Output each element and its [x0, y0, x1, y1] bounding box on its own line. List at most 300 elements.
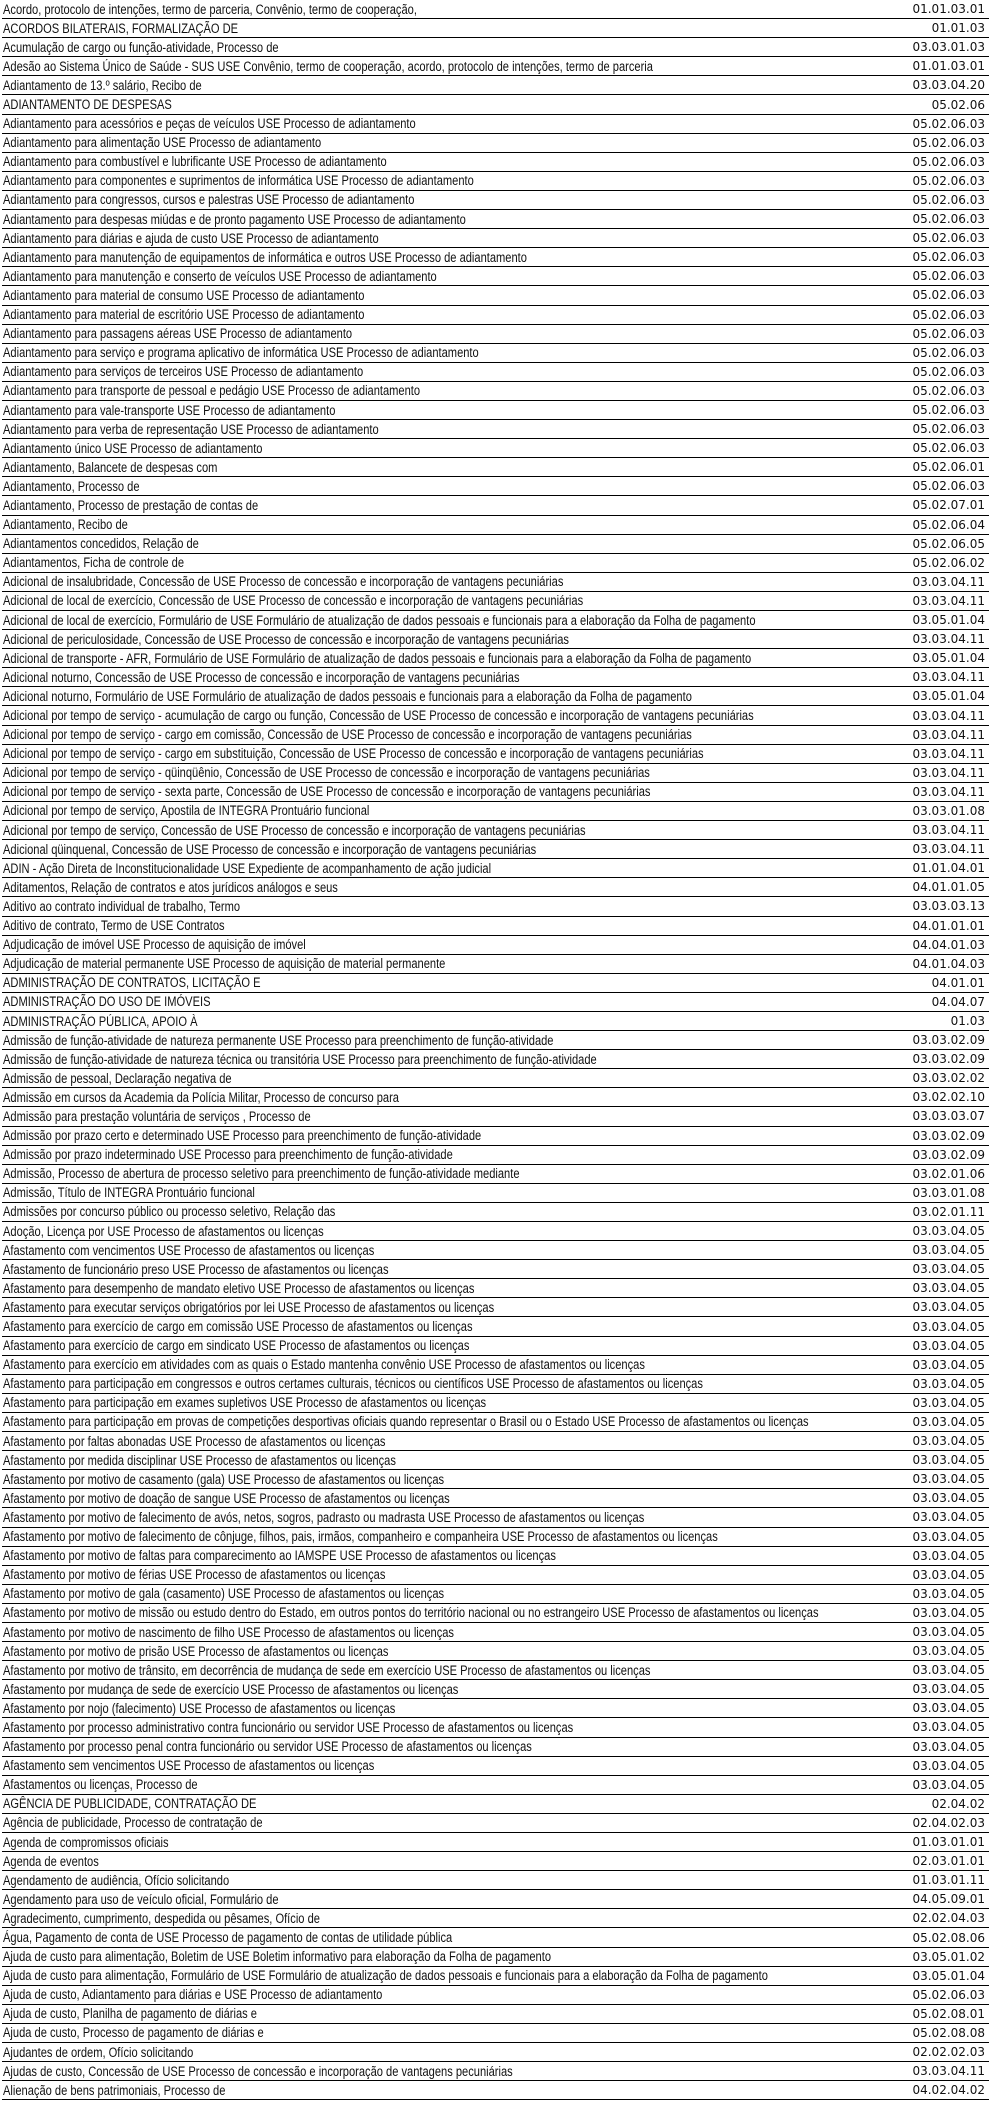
table-row — [2, 1337, 989, 1356]
code-cell: 04.04.07 — [931, 994, 985, 1009]
table-row — [2, 1623, 989, 1642]
table-row — [2, 1948, 989, 1967]
code-cell: 05.02.06.01 — [912, 460, 985, 475]
term-cell: Agendamento de audiência, Ofício solicitando — [3, 1872, 230, 1888]
term-cell: Afastamento para exercício em atividades com as quais o Estado mantenha convênio USE Processo de afastamentos ou licenças — [3, 1357, 645, 1373]
table-row — [2, 229, 989, 248]
term-cell: Agenda de compromissos oficiais — [3, 1834, 169, 1850]
table-row — [2, 802, 989, 821]
table-row — [2, 0, 989, 19]
table-row — [2, 1012, 989, 1031]
term-cell: Adicional de insalubridade, Concessão de USE Processo de concessão e incorporação de vantagens pecuniárias — [3, 574, 564, 590]
code-cell: 04.02.04.02 — [912, 2083, 985, 2098]
code-cell: 03.02.02.10 — [912, 1090, 985, 1105]
term-cell: Ajudantes de ordem, Ofício solicitando — [3, 2044, 194, 2060]
term-cell: Adjudicação de material permanente USE Processo de aquisição de material permanente — [3, 956, 446, 972]
term-cell: Admissão de função-atividade de natureza permanente USE Processo para preenchimento de função-atividade — [3, 1032, 554, 1048]
table-row — [2, 554, 989, 573]
term-cell: AGÊNCIA DE PUBLICIDADE, CONTRATAÇÃO DE — [3, 1796, 257, 1812]
table-row — [2, 936, 989, 955]
code-cell: 03.03.04.05 — [912, 1529, 985, 1544]
table-row — [2, 687, 989, 706]
code-cell: 03.03.04.05 — [912, 1548, 985, 1563]
table-row — [2, 974, 989, 993]
term-cell: Adicional por tempo de serviço, Concessão de USE Processo de concessão e incorporação de vantagens pecuniárias — [3, 822, 586, 838]
table-row — [2, 1165, 989, 1184]
term-cell: Afastamento para participação em provas de competições desportivas oficiais quando representar o Brasil ou o Estado USE Processo de afastamentos ou licenças — [3, 1414, 809, 1430]
table-row — [2, 153, 989, 172]
term-cell: Afastamento por motivo de férias USE Processo de afastamentos ou licenças — [3, 1567, 386, 1583]
table-row — [2, 1986, 989, 2005]
table-row — [2, 95, 989, 114]
code-cell: 03.03.04.05 — [912, 1758, 985, 1773]
code-cell: 03.03.04.11 — [912, 708, 985, 723]
term-cell: Adicional noturno, Formulário de USE Formulário de atualização de dados pessoais e funcionais para a elaboração da Folha de pagamento — [3, 688, 692, 704]
table-row — [2, 1585, 989, 1604]
term-cell: Adiantamento para diárias e ajuda de custo USE Processo de adiantamento — [3, 230, 379, 246]
term-cell: Afastamento por motivo de falecimento de cônjuge, filhos, pais, irmãos, companheiro e companheira USE Processo de afastamentos ou licenças — [3, 1529, 718, 1545]
code-cell: 05.02.06.03 — [912, 345, 985, 360]
table-row — [2, 1928, 989, 1947]
term-cell: Afastamento por medida disciplinar USE Processo de afastamentos ou licenças — [3, 1452, 396, 1468]
code-cell: 01.01.03 — [931, 21, 985, 36]
table-row — [2, 649, 989, 668]
term-cell: Ajuda de custo, Processo de pagamento de diárias e — [3, 2025, 264, 2041]
term-cell: Adicional de local de exercício, Formulário de USE Formulário de atualização de dados pessoais e funcionais para a elaboração da Folha de pagamento — [3, 612, 756, 628]
code-cell: 03.05.01.02 — [912, 1949, 985, 1964]
code-cell: 03.03.04.05 — [912, 1682, 985, 1697]
code-cell: 01.01.04.01 — [912, 861, 985, 876]
code-cell: 05.02.07.01 — [912, 498, 985, 513]
term-cell: Ajuda de custo, Adiantamento para diárias e USE Processo de adiantamento — [3, 1987, 383, 2003]
table-row — [2, 726, 989, 745]
table-row — [2, 496, 989, 515]
table-row — [2, 210, 989, 229]
term-cell: Afastamento por motivo de prisão USE Processo de afastamentos ou licenças — [3, 1643, 389, 1659]
term-cell: Admissão de pessoal, Declaração negativa de — [3, 1070, 232, 1086]
table-row — [2, 286, 989, 305]
table-row — [2, 1642, 989, 1661]
term-cell: Ajuda de custo, Planilha de pagamento de diárias e — [3, 2006, 257, 2022]
code-cell: 03.03.04.05 — [912, 1395, 985, 1410]
code-cell: 03.03.04.05 — [912, 1472, 985, 1487]
term-cell: Afastamento por motivo de nascimento de filho USE Processo de afastamentos ou licenças — [3, 1624, 454, 1640]
code-cell: 05.02.06.03 — [912, 364, 985, 379]
table-row — [2, 706, 989, 725]
table-row — [2, 2024, 989, 2043]
code-cell: 03.03.04.05 — [912, 1453, 985, 1468]
code-cell: 05.02.06.03 — [912, 479, 985, 494]
term-cell: Afastamento para exercício de cargo em comissão USE Processo de afastamentos ou licenças — [3, 1319, 473, 1335]
term-cell: ADIANTAMENTO DE DESPESAS — [3, 97, 172, 113]
term-cell: Ajudas de custo, Concessão de USE Processo de concessão e incorporação de vantagens pecuniárias — [3, 2063, 513, 2079]
term-cell: Aditamentos, Relação de contratos e atos jurídicos análogos e seus — [3, 879, 338, 895]
term-cell: Ajuda de custo para alimentação, Boletim de USE Boletim informativo para elaboração da Folha de pagamento — [3, 1949, 552, 1965]
table-row — [2, 1508, 989, 1527]
code-cell: 03.03.04.05 — [912, 1376, 985, 1391]
table-row — [2, 1718, 989, 1737]
code-cell: 03.03.02.09 — [912, 1033, 985, 1048]
term-cell: Afastamento por motivo de trânsito, em decorrência de mudança de sede em exercício USE Processo de afastamentos ou licenças — [3, 1662, 651, 1678]
term-cell: Admissão em cursos da Academia da Polícia Militar, Processo de concurso para — [3, 1089, 399, 1105]
table-row — [2, 1566, 989, 1585]
term-cell: Admissão de função-atividade de natureza técnica ou transitória USE Processo para preenchimento de função-atividade — [3, 1051, 597, 1067]
table-row — [2, 668, 989, 687]
code-cell: 05.02.06.03 — [912, 250, 985, 265]
code-cell: 04.01.01 — [931, 975, 985, 990]
code-cell: 05.02.08.08 — [912, 2025, 985, 2040]
code-cell: 05.02.06.03 — [912, 383, 985, 398]
term-cell: Adiantamentos, Ficha de controle de — [3, 555, 185, 571]
code-cell: 03.03.04.05 — [912, 1300, 985, 1315]
code-cell: 03.03.04.05 — [912, 1567, 985, 1582]
table-row — [2, 1260, 989, 1279]
table-row — [2, 401, 989, 420]
term-cell: Adiantamento para alimentação USE Processo de adiantamento — [3, 135, 322, 151]
code-cell: 05.02.06.03 — [912, 231, 985, 246]
term-cell: Adiantamento para passagens aéreas USE Processo de adiantamento — [3, 326, 353, 342]
term-cell: Adicional por tempo de serviço - qüinqüênio, Concessão de USE Processo de concessão e incorporação de vantagens pecuniárias — [3, 765, 650, 781]
code-cell: 05.02.06.03 — [912, 403, 985, 418]
table-row — [2, 191, 989, 210]
table-row — [2, 1031, 989, 1050]
code-cell: 03.03.03.07 — [912, 1109, 985, 1124]
table-row — [2, 458, 989, 477]
code-cell: 03.03.01.03 — [912, 40, 985, 55]
code-cell: 02.02.04.03 — [912, 1911, 985, 1926]
table-row — [2, 1107, 989, 1126]
table-row — [2, 955, 989, 974]
term-cell: Afastamentos ou licenças, Processo de — [3, 1777, 198, 1793]
code-cell: 03.05.01.04 — [912, 1968, 985, 1983]
table-row — [2, 1738, 989, 1757]
table-row — [2, 1890, 989, 1909]
code-cell: 02.03.01.01 — [912, 1854, 985, 1869]
term-cell: Adiantamento para componentes e suprimentos de informática USE Processo de adiantamento — [3, 173, 474, 189]
term-cell: Adiantamento para despesas miúdas e de pronto pagamento USE Processo de adiantamento — [3, 211, 466, 227]
code-cell: 03.03.04.20 — [912, 78, 985, 93]
term-cell: Adiantamento único USE Processo de adiantamento — [3, 440, 263, 456]
code-cell: 01.03.01.11 — [912, 1873, 985, 1888]
table-row — [2, 1088, 989, 1107]
term-cell: Adicional por tempo de serviço - sexta parte, Concessão de USE Processo de concessão e incorporação de vantagens pecuniárias — [3, 784, 651, 800]
term-cell: Adiantamento, Processo de — [3, 478, 140, 494]
term-cell: Ajuda de custo para alimentação, Formulário de USE Formulário de atualização de dados pessoais e funcionais para a elaboração da Folha de pagamento — [3, 1968, 768, 1984]
term-cell: Acumulação de cargo ou função-atividade, Processo de — [3, 39, 279, 55]
term-cell: Afastamento com vencimentos USE Processo de afastamentos ou licenças — [3, 1242, 375, 1258]
code-cell: 03.03.04.05 — [912, 1605, 985, 1620]
term-cell: ADIN - Ação Direta de Inconstitucionalidade USE Expediente de acompanhamento de ação judicial — [3, 860, 492, 876]
table-row — [2, 1528, 989, 1547]
code-cell: 03.03.04.05 — [912, 1357, 985, 1372]
table-row — [2, 267, 989, 286]
code-cell: 05.02.06.03 — [912, 269, 985, 284]
code-cell: 04.05.09.01 — [912, 1892, 985, 1907]
term-cell: Afastamento para participação em exames supletivos USE Processo de afastamentos ou licenças — [3, 1395, 487, 1411]
code-cell: 05.02.06.03 — [912, 212, 985, 227]
term-cell: Adicional de local de exercício, Concessão de USE Processo de concessão e incorporação de vantagens pecuniárias — [3, 593, 584, 609]
table-row — [2, 1680, 989, 1699]
code-cell: 03.03.04.05 — [912, 1510, 985, 1525]
code-cell: 03.03.02.02 — [912, 1071, 985, 1086]
code-cell: 03.02.01.06 — [912, 1166, 985, 1181]
term-cell: Afastamento sem vencimentos USE Processo de afastamentos ou licenças — [3, 1758, 375, 1774]
code-cell: 03.03.04.05 — [912, 1644, 985, 1659]
table-row — [2, 1814, 989, 1833]
term-cell: Afastamento por motivo de missão ou estudo dentro do Estado, em outros pontos do território nacional ou no estrangeiro USE Processo de afastamentos ou licenças — [3, 1605, 819, 1621]
term-cell: Adiantamento, Recibo de — [3, 517, 128, 533]
term-cell: Adicional noturno, Concessão de USE Processo de concessão e incorporação de vantagens pecuniárias — [3, 669, 520, 685]
table-row — [2, 1069, 989, 1088]
code-cell: 03.03.04.05 — [912, 1224, 985, 1239]
term-cell: Afastamento por motivo de gala (casamento) USE Processo de afastamentos ou licenças — [3, 1586, 445, 1602]
term-cell: ADMINISTRAÇÃO PÚBLICA, APOIO À — [3, 1013, 198, 1029]
term-cell: Adiantamentos concedidos, Relação de — [3, 536, 199, 552]
term-cell: Adiantamento para manutenção e conserto de veículos USE Processo de adiantamento — [3, 268, 437, 284]
term-cell: Afastamento por motivo de doação de sangue USE Processo de afastamentos ou licenças — [3, 1490, 450, 1506]
term-cell: Afastamento de funcionário preso USE Processo de afastamentos ou licenças — [3, 1261, 389, 1277]
table-row — [2, 76, 989, 95]
code-cell: 03.03.04.11 — [912, 727, 985, 742]
term-cell: Afastamento para exercício de cargo em sindicato USE Processo de afastamentos ou licenças — [3, 1338, 470, 1354]
table-row — [2, 993, 989, 1012]
term-cell: Adiantamento de 13.º salário, Recibo de — [3, 77, 202, 93]
table-row — [2, 1547, 989, 1566]
code-cell: 05.02.06.03 — [912, 116, 985, 131]
term-cell: Admissão para prestação voluntária de serviços , Processo de — [3, 1108, 311, 1124]
code-cell: 03.03.03.13 — [912, 899, 985, 914]
table-row — [2, 1699, 989, 1718]
code-cell: 05.02.06.03 — [912, 1987, 985, 2002]
code-cell: 02.02.02.03 — [912, 2045, 985, 2060]
table-row — [2, 2043, 989, 2062]
table-row — [2, 1871, 989, 1890]
term-cell: ADMINISTRAÇÃO DE CONTRATOS, LICITAÇÃO E — [3, 975, 261, 991]
term-cell: Adjudicação de imóvel USE Processo de aquisição de imóvel — [3, 937, 306, 953]
code-cell: 05.02.06.02 — [912, 555, 985, 570]
term-cell: Adicional por tempo de serviço, Apostila de INTEGRA Prontuário funcional — [3, 803, 370, 819]
code-cell: 03.05.01.04 — [912, 651, 985, 666]
table-row — [2, 1298, 989, 1317]
term-cell: Adicional de periculosidade, Concessão de USE Processo de concessão e incorporação de vantagens pecuniárias — [3, 631, 569, 647]
table-row — [2, 516, 989, 535]
table-row — [2, 611, 989, 630]
term-cell: Adesão ao Sistema Único de Saúde - SUS USE Convênio, termo de cooperação, acordo, protocolo de intenções, termo de parceria — [3, 58, 653, 74]
code-cell: 03.03.04.11 — [912, 823, 985, 838]
code-cell: 05.02.06.03 — [912, 135, 985, 150]
term-cell: Adiantamento para acessórios e peças de veículos USE Processo de adiantamento — [3, 116, 416, 132]
table-row — [2, 1375, 989, 1394]
table-row — [2, 382, 989, 401]
code-cell: 03.03.04.05 — [912, 1491, 985, 1506]
code-cell: 03.03.04.05 — [912, 1586, 985, 1601]
term-cell: Adiantamento para transporte de pessoal e pedágio USE Processo de adiantamento — [3, 383, 421, 399]
term-cell: Afastamento para executar serviços obrigatórios por lei USE Processo de afastamentos ou licenças — [3, 1299, 495, 1315]
table-row — [2, 1833, 989, 1852]
code-cell: 05.02.06.03 — [912, 307, 985, 322]
table-row — [2, 535, 989, 554]
table-row — [2, 592, 989, 611]
table-row — [2, 1432, 989, 1451]
table-row — [2, 1470, 989, 1489]
code-cell: 03.03.04.05 — [912, 1663, 985, 1678]
code-cell: 03.03.04.11 — [912, 593, 985, 608]
table-row — [2, 878, 989, 897]
table-row — [2, 1776, 989, 1795]
term-cell: Agência de publicidade, Processo de contratação de — [3, 1815, 263, 1831]
term-cell: ADMINISTRAÇÃO DO USO DE IMÓVEIS — [3, 994, 211, 1010]
code-cell: 01.01.03.01 — [912, 59, 985, 74]
table-row — [2, 477, 989, 496]
term-cell: Afastamento por processo administrativo contra funcionário ou servidor USE Processo de afastamentos ou licenças — [3, 1719, 574, 1735]
term-cell: Adiantamento para congressos, cursos e palestras USE Processo de adiantamento — [3, 192, 415, 208]
term-cell: Água, Pagamento de conta de USE Processo de pagamento de contas de utilidade pública — [3, 1930, 453, 1946]
table-row — [2, 325, 989, 344]
table-row — [2, 2005, 989, 2024]
table-row — [2, 897, 989, 916]
code-cell: 05.02.06.03 — [912, 192, 985, 207]
term-cell: Adicional por tempo de serviço - acumulação de cargo ou função, Concessão de USE Processo de concessão e incorporação de vantagens pecuniárias — [3, 708, 754, 724]
table-row — [2, 630, 989, 649]
code-cell: 03.02.01.11 — [912, 1204, 985, 1219]
term-cell: Adicional de transporte - AFR, Formulário de USE Formulário de atualização de dados pessoais e funcionais para a elaboração da Folha de pagamento — [3, 650, 752, 666]
table-row — [2, 134, 989, 153]
table-row — [2, 1604, 989, 1623]
table-row — [2, 859, 989, 878]
code-cell: 03.03.04.11 — [912, 574, 985, 589]
table-row — [2, 1489, 989, 1508]
table-row — [2, 821, 989, 840]
table-row — [2, 2081, 989, 2100]
code-cell: 03.03.04.11 — [912, 670, 985, 685]
term-cell: Afastamento por faltas abonadas USE Processo de afastamentos ou licenças — [3, 1433, 386, 1449]
term-cell: Adiantamento para serviços de terceiros USE Processo de adiantamento — [3, 364, 364, 380]
code-cell: 04.01.01.01 — [912, 918, 985, 933]
table-row — [2, 1184, 989, 1203]
term-cell: Alienação de bens patrimoniais, Processo de — [3, 2082, 226, 2098]
term-cell: Afastamento para desempenho de mandato eletivo USE Processo de afastamentos ou licenças — [3, 1280, 475, 1296]
table-row — [2, 363, 989, 382]
code-cell: 05.02.06 — [931, 97, 985, 112]
table-row — [2, 840, 989, 859]
table-row — [2, 1127, 989, 1146]
code-cell: 03.03.04.05 — [912, 1262, 985, 1277]
code-cell: 03.05.01.04 — [912, 613, 985, 628]
table-row — [2, 1394, 989, 1413]
code-cell: 03.03.02.09 — [912, 1147, 985, 1162]
table-row — [2, 573, 989, 592]
term-cell: Agradecimento, cumprimento, despedida ou pêsames, Ofício de — [3, 1910, 320, 1926]
table-row — [2, 2062, 989, 2081]
term-cell: Afastamento por nojo (falecimento) USE Processo de afastamentos ou licenças — [3, 1700, 396, 1716]
table-row — [2, 764, 989, 783]
term-cell: Admissões por concurso público ou processo seletivo, Relação das — [3, 1204, 336, 1220]
code-cell: 03.03.04.05 — [912, 1625, 985, 1640]
term-cell: ACORDOS BILATERAIS, FORMALIZAÇÃO DE — [3, 20, 239, 36]
term-cell: Aditivo ao contrato individual de trabalho, Termo — [3, 898, 241, 914]
code-cell: 03.03.04.11 — [912, 746, 985, 761]
term-cell: Adiantamento, Balancete de despesas com — [3, 459, 218, 475]
code-cell: 05.02.06.05 — [912, 536, 985, 551]
table-row — [2, 1967, 989, 1986]
table-row — [2, 1317, 989, 1336]
code-cell: 03.03.04.11 — [912, 765, 985, 780]
term-cell: Adiantamento para serviço e programa aplicativo de informática USE Processo de adiantamento — [3, 345, 479, 361]
term-cell: Afastamento por mudança de sede de exercício USE Processo de afastamentos ou licenças — [3, 1681, 459, 1697]
table-row — [2, 1661, 989, 1680]
code-cell: 03.03.04.05 — [912, 1243, 985, 1258]
code-cell: 04.01.04.03 — [912, 956, 985, 971]
code-cell: 02.04.02.03 — [912, 1815, 985, 1830]
term-cell: Admissão, Processo de abertura de processo seletivo para preenchimento de função-atividade mediante — [3, 1166, 520, 1182]
term-cell: Adiantamento para verba de representação USE Processo de adiantamento — [3, 421, 379, 437]
code-cell: 03.03.01.08 — [912, 803, 985, 818]
code-cell: 03.03.04.05 — [912, 1434, 985, 1449]
table-row — [2, 172, 989, 191]
table-row — [2, 115, 989, 134]
table-row — [2, 306, 989, 325]
code-cell: 03.03.04.05 — [912, 1319, 985, 1334]
table-row — [2, 1050, 989, 1069]
term-cell: Adiantamento para material de escritório USE Processo de adiantamento — [3, 307, 365, 323]
table-row — [2, 1413, 989, 1432]
code-cell: 01.01.03.01 — [912, 2, 985, 17]
table-row — [2, 248, 989, 267]
term-cell: Afastamento por motivo de faltas para comparecimento ao IAMSPE USE Processo de afastamentos ou licenças — [3, 1548, 556, 1564]
table-row — [2, 1909, 989, 1928]
code-cell: 05.02.06.03 — [912, 441, 985, 456]
term-cell: Agendamento para uso de veículo oficial, Formulário de — [3, 1891, 279, 1907]
term-cell: Afastamento por motivo de casamento (gala) USE Processo de afastamentos ou licenças — [3, 1471, 445, 1487]
table-row — [2, 917, 989, 936]
table-row — [2, 745, 989, 764]
term-cell: Adicional qüinquenal, Concessão de USE Processo de concessão e incorporação de vantagens pecuniárias — [3, 841, 537, 857]
code-cell: 01.03.01.01 — [912, 1835, 985, 1850]
table-row — [2, 1795, 989, 1814]
code-cell: 03.03.04.05 — [912, 1338, 985, 1353]
table-row — [2, 344, 989, 363]
term-cell: Afastamento por processo penal contra funcionário ou servidor USE Processo de afastamentos ou licenças — [3, 1739, 532, 1755]
code-cell: 03.03.02.09 — [912, 1052, 985, 1067]
table-row — [2, 38, 989, 57]
table-row — [2, 1203, 989, 1222]
table-row — [2, 1356, 989, 1375]
table-row — [2, 1279, 989, 1298]
code-cell: 05.02.08.01 — [912, 2006, 985, 2021]
term-cell: Admissão por prazo certo e determinado USE Processo para preenchimento de função-atividade — [3, 1128, 482, 1144]
term-cell: Aditivo de contrato, Termo de USE Contratos — [3, 918, 225, 934]
term-cell: Adiantamento para combustível e lubrificante USE Processo de adiantamento — [3, 154, 387, 170]
code-cell: 05.02.06.03 — [912, 154, 985, 169]
code-cell: 03.03.04.11 — [912, 784, 985, 799]
code-cell: 03.05.01.04 — [912, 689, 985, 704]
table-row — [2, 1241, 989, 1260]
code-cell: 04.01.01.05 — [912, 880, 985, 895]
term-cell: Adiantamento, Processo de prestação de contas de — [3, 497, 259, 513]
code-cell: 03.03.04.11 — [912, 632, 985, 647]
code-cell: 03.03.04.11 — [912, 2064, 985, 2079]
code-cell: 03.03.02.09 — [912, 1128, 985, 1143]
term-cell: Adiantamento para manutenção de equipamentos de informática e outros USE Processo de adiantamento — [3, 249, 527, 265]
table-row — [2, 19, 989, 38]
code-cell: 04.04.01.03 — [912, 937, 985, 952]
table-row — [2, 1852, 989, 1871]
table-row — [2, 439, 989, 458]
term-cell: Acordo, protocolo de intenções, termo de parceria, Convênio, termo de cooperação, — [3, 1, 417, 17]
table-row — [2, 1146, 989, 1165]
code-cell: 03.03.01.08 — [912, 1185, 985, 1200]
code-cell: 02.04.02 — [931, 1796, 985, 1811]
